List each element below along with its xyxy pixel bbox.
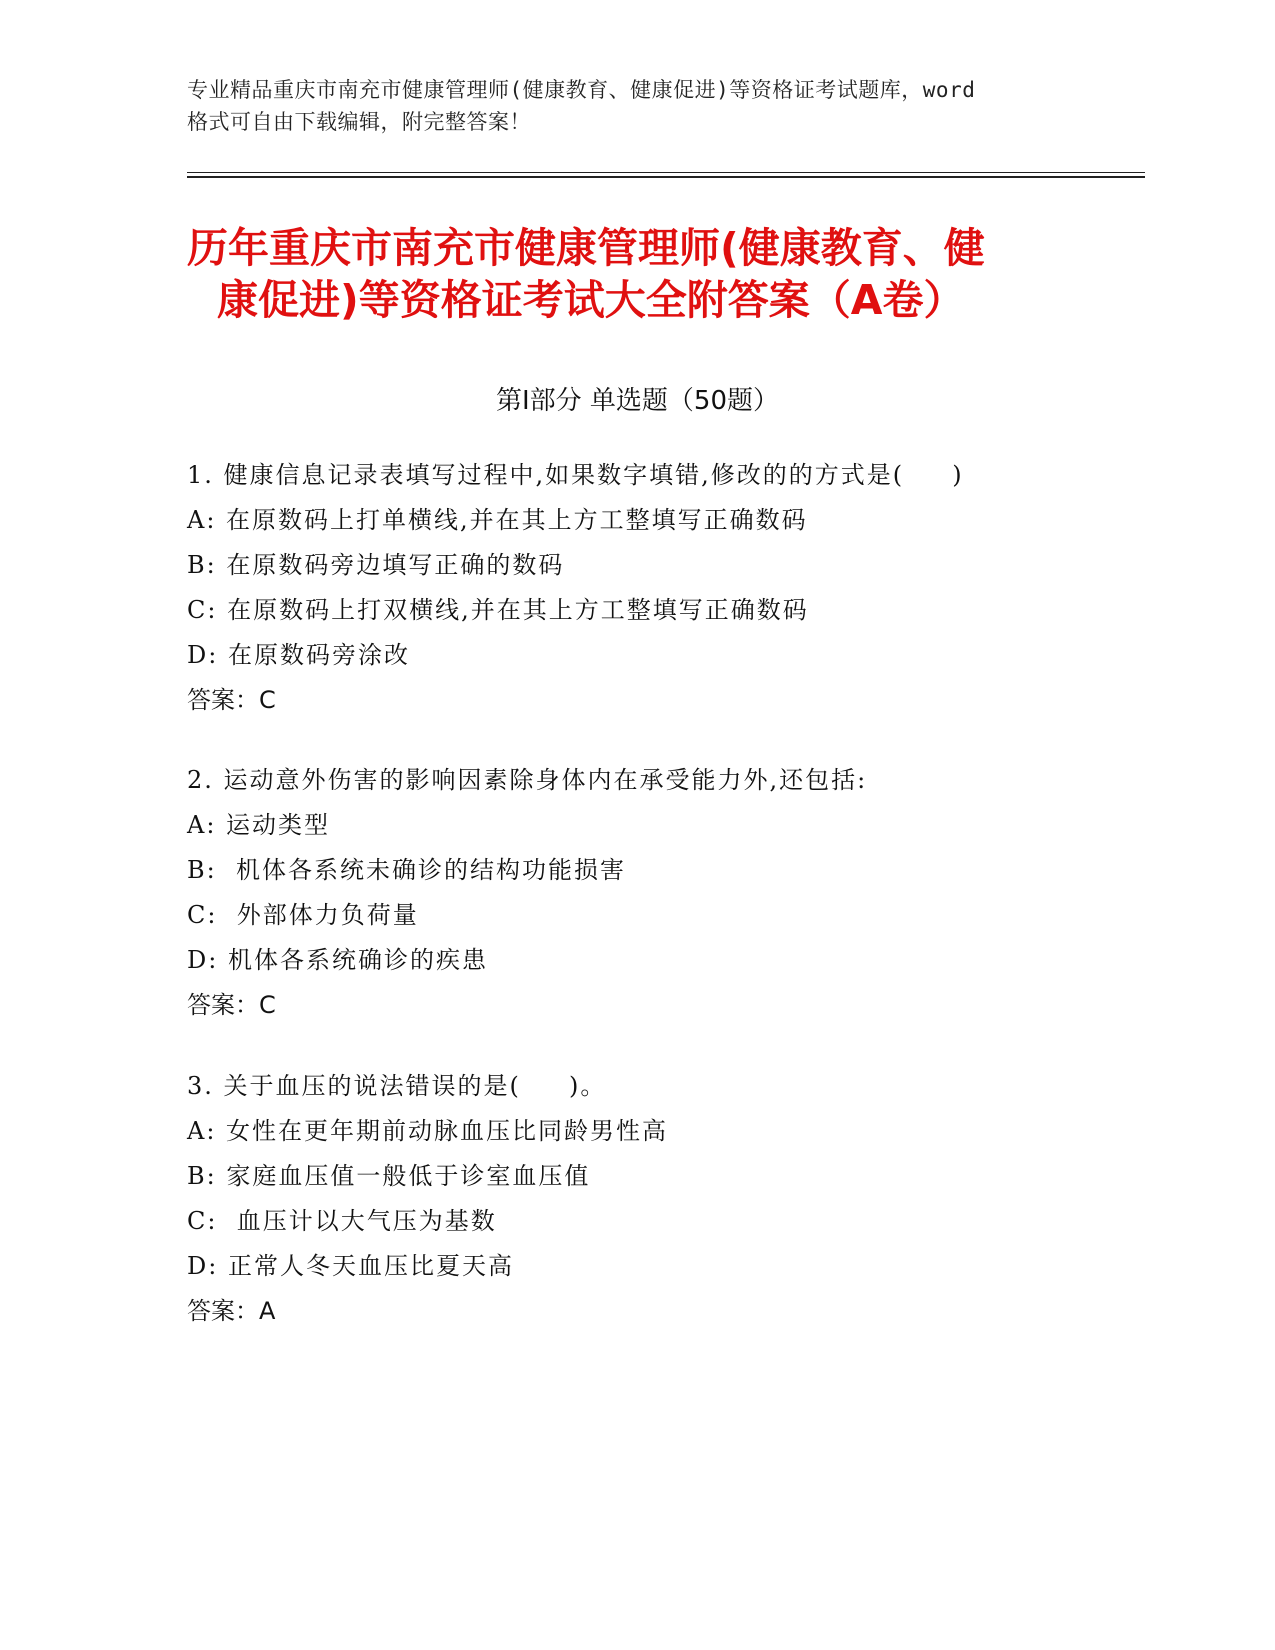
- header-note: [187, 74, 1087, 138]
- question-answer: 答案：C: [187, 686, 276, 714]
- question-2: [187, 758, 1137, 1028]
- header-note-line-2: 格式可自由下载编辑，附完整答案！: [187, 110, 531, 134]
- question-option-a: A: 运动类型: [187, 811, 331, 839]
- question-option-c: C: 血压计以大气压为基数: [187, 1207, 497, 1235]
- question-option-d: D: 机体各系统确诊的疾患: [187, 946, 488, 974]
- question-option-b: B: 在原数码旁边填写正确的数码: [187, 551, 565, 579]
- header-rule-thick: [187, 176, 1145, 178]
- question-option-b: B: 家庭血压值一般低于诊室血压值: [187, 1162, 591, 1190]
- question-option-d: D: 在原数码旁涂改: [187, 641, 410, 669]
- question-stem: 3. 关于血压的说法错误的是( )。: [187, 1072, 607, 1100]
- header-rule-thin: [187, 172, 1145, 173]
- question-option-d: D: 正常人冬天血压比夏天高: [187, 1252, 514, 1280]
- question-3: [187, 1064, 1137, 1334]
- question-stem: 2. 运动意外伤害的影响因素除身体内在承受能力外,还包括:: [187, 766, 868, 794]
- question-option-a: A: 女性在更年期前动脉血压比同龄男性高: [187, 1117, 669, 1145]
- document-title-line-2: 康促进)等资格证考试大全附答案（A卷）: [217, 276, 965, 324]
- question-stem: 1. 健康信息记录表填写过程中,如果数字填错,修改的的方式是( ): [187, 461, 964, 489]
- header-note-line-1: 专业精品重庆市南充市健康管理师(健康教育、健康促进)等资格证考试题库，word: [187, 78, 976, 102]
- question-1: [187, 453, 1137, 723]
- question-option-c: C: 在原数码上打双横线,并在其上方工整填写正确数码: [187, 596, 809, 624]
- document-title: [187, 222, 1087, 326]
- question-answer: 答案：A: [187, 1297, 276, 1325]
- question-option-c: C: 外部体力负荷量: [187, 901, 419, 929]
- question-option-a: A: 在原数码上打单横线,并在其上方工整填写正确数码: [187, 506, 808, 534]
- question-answer: 答案：C: [187, 991, 276, 1019]
- question-option-b: B: 机体各系统未确诊的结构功能损害: [187, 856, 626, 884]
- document-title-line-1: 历年重庆市南充市健康管理师(健康教育、健: [187, 224, 985, 272]
- section-heading: 第Ⅰ部分 单选题（50题）: [495, 386, 780, 416]
